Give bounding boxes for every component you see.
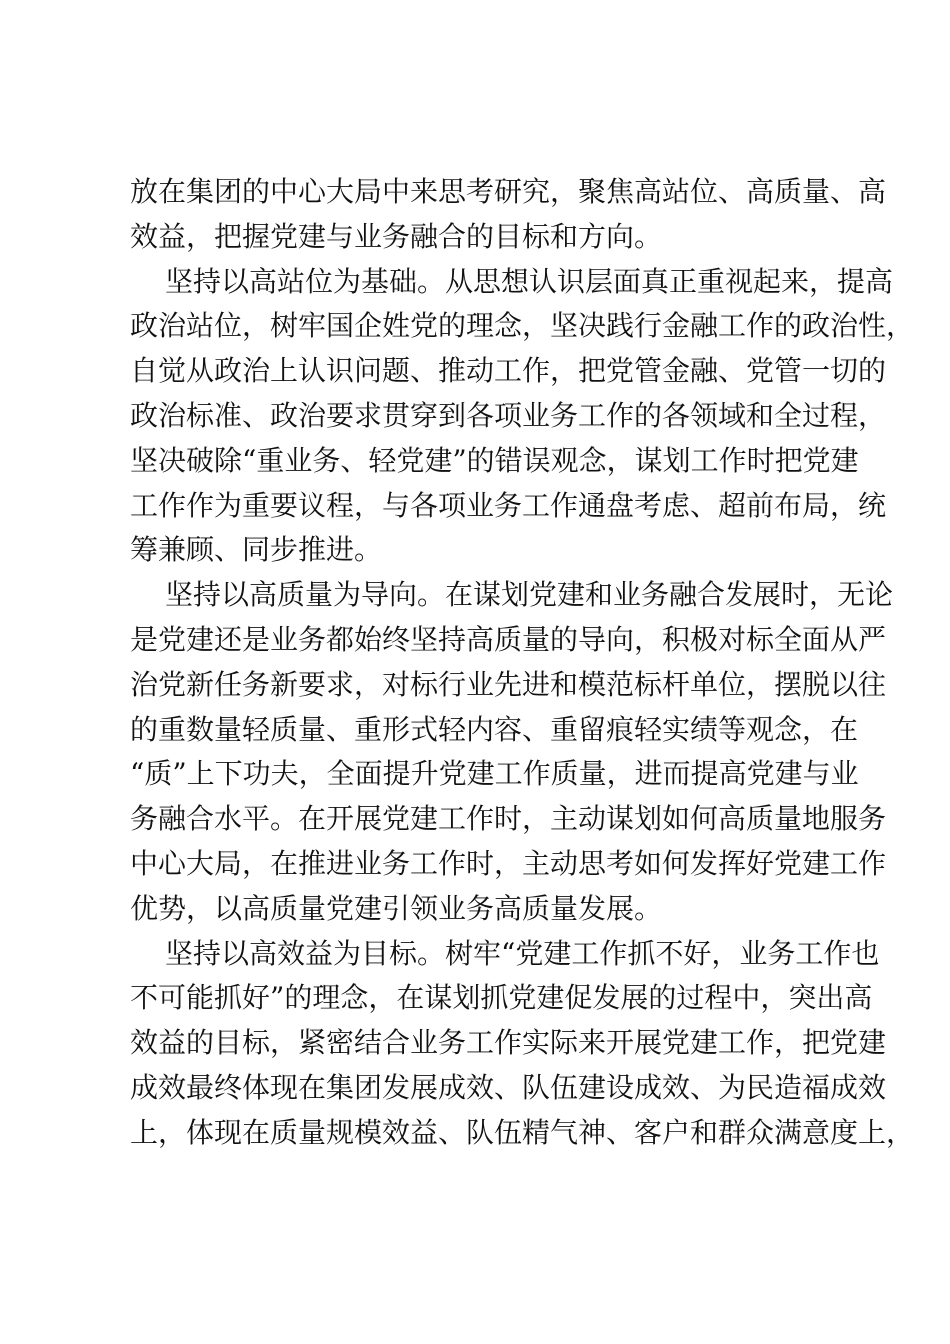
text-line: “质”上下功夫，全面提升党建工作质量，进而提高党建与业 <box>130 757 859 791</box>
text-line: 政治站位，树牢国企姓党的理念，坚决践行金融工作的政治性， <box>130 309 915 343</box>
text-line: 效益，把握党建与业务融合的目标和方向。 <box>130 219 663 253</box>
paragraph <box>130 573 894 931</box>
text-line: 坚持以高质量为导向。在谋划党建和业务融合发展时，无论 <box>165 578 894 612</box>
text-line: 筹兼顾、同步推进。 <box>130 533 383 567</box>
text-line: 是党建还是业务都始终坚持高质量的导向，积极对标全面从严 <box>130 622 887 656</box>
text-line: 政治标准、政治要求贯穿到各项业务工作的各领域和全过程， <box>130 398 887 432</box>
text-line: 放在集团的中心大局中来思考研究，聚焦高站位、高质量、高 <box>130 175 887 208</box>
text-line: 治党新任务新要求，对标行业先进和模范标杆单位，摆脱以往 <box>130 667 887 701</box>
text-line: 坚持以高效益为目标。树牢“党建工作抓不好，业务工作也 <box>165 936 880 970</box>
paragraph <box>130 260 915 574</box>
text-line: 自觉从政治上认识问题、推动工作，把党管金融、党管一切的 <box>130 354 887 388</box>
paragraph <box>130 170 887 260</box>
text-line: 务融合水平。在开展党建工作时，主动谋划如何高质量地服务 <box>130 802 887 836</box>
document-page <box>130 170 915 1156</box>
text-line: 效益的目标，紧密结合业务工作实际来开展党建工作，把党建 <box>130 1026 887 1060</box>
text-line: 成效最终体现在集团发展成效、队伍建设成效、为民造福成效 <box>130 1070 887 1104</box>
text-line: 工作作为重要议程，与各项业务工作通盘考虑、超前布局，统 <box>130 488 887 522</box>
text-line: 中心大局，在推进业务工作时，主动思考如何发挥好党建工作 <box>130 846 887 880</box>
text-line: 的重数量轻质量、重形式轻内容、重留痕轻实绩等观念，在 <box>130 712 859 746</box>
text-line: 优势，以高质量党建引领业务高质量发展。 <box>130 891 663 925</box>
paragraph <box>130 932 915 1156</box>
text-line: 上，体现在质量规模效益、队伍精气神、客户和群众满意度上， <box>130 1115 915 1149</box>
text-line: 不可能抓好”的理念，在谋划抓党建促发展的过程中，突出高 <box>130 981 873 1015</box>
text-line: 坚决破除“重业务、轻党建”的错误观念，谋划工作时把党建 <box>130 443 859 477</box>
text-line: 坚持以高站位为基础。从思想认识层面真正重视起来，提高 <box>165 264 894 298</box>
